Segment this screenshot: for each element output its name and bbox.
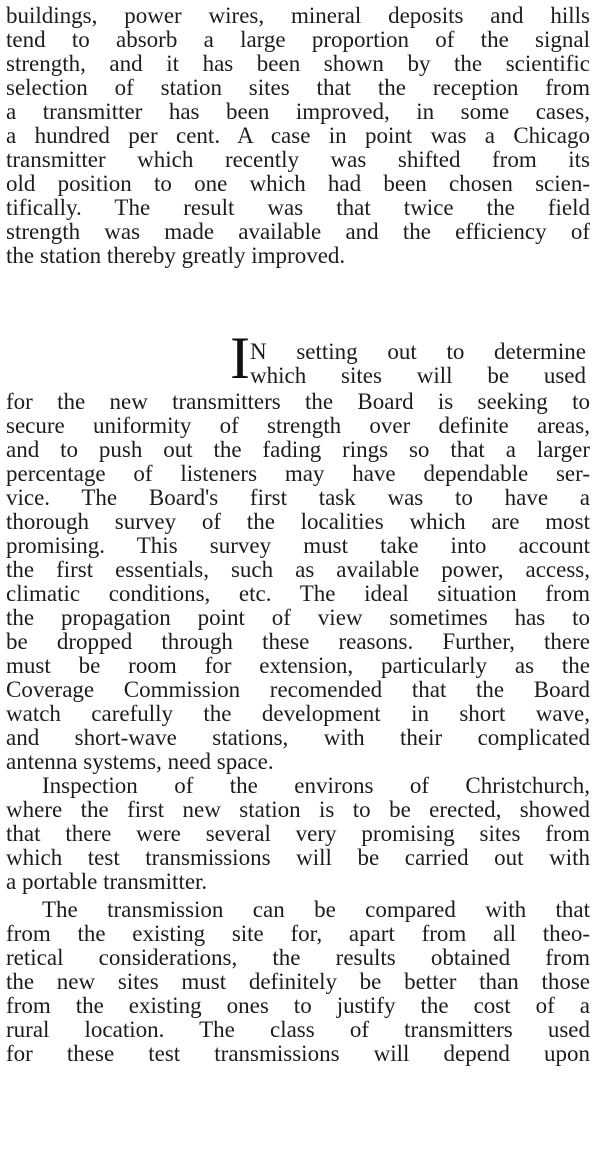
text-line: tifically. The result was that twice the field <box>6 196 590 220</box>
text-line: and short-wave stations, with their complicated <box>6 726 590 750</box>
text-line: promising. This survey must take into account <box>6 534 590 558</box>
text-line: Coverage Commission recomended that the Board <box>6 678 590 702</box>
text-line: a transmitter has been improved, in some cases, <box>6 100 590 124</box>
text-line: percentage of listeners may have dependable ser- <box>6 462 590 486</box>
text-line: buildings, power wires, mineral deposits and hills <box>6 4 590 28</box>
text-line: be dropped through these reasons. Further, there <box>6 630 590 654</box>
text-line: antenna systems, need space. <box>6 750 274 774</box>
text-line: The transmission can be compared with that <box>42 898 590 922</box>
text-line: and to push out the fading rings so that a larger <box>6 438 590 462</box>
text-line: selection of station sites that the reception from <box>6 76 590 100</box>
text-line: rural location. The class of transmitters used <box>6 1018 590 1042</box>
text-line: Inspection of the environs of Christchurch, <box>42 774 590 798</box>
text-line: from the existing ones to justify the cost of a <box>6 994 590 1018</box>
text-line: a hundred per cent. A case in point was a Chicago <box>6 124 590 148</box>
text-line: the station thereby greatly improved. <box>6 244 346 268</box>
text-line: secure uniformity of strength over definite areas, <box>6 414 590 438</box>
text-line: tend to absorb a large proportion of the signal <box>6 28 590 52</box>
text-line: where the first new station is to be erected, showed <box>6 798 590 822</box>
text-line: which sites will be used <box>250 364 586 388</box>
text-line: for the new transmitters the Board is seeking to <box>6 390 590 414</box>
text-line: thorough survey of the localities which are most <box>6 510 590 534</box>
text-line: the propagation point of view sometimes has to <box>6 606 590 630</box>
text-line: vice. The Board's first task was to have a <box>6 486 590 510</box>
text-line: strength was made available and the efficiency of <box>6 220 590 244</box>
text-line: that there were several very promising sites from <box>6 822 590 846</box>
text-line: for these test transmissions will depend upon <box>6 1042 590 1066</box>
text-line: the first essentials, such as available power, access, <box>6 558 590 582</box>
text-line: climatic conditions, etc. The ideal situation from <box>6 582 590 606</box>
text-line: retical considerations, the results obtained from <box>6 946 590 970</box>
drop-cap: I <box>230 325 250 391</box>
text-line: from the existing site for, apart from all theo- <box>6 922 590 946</box>
text-line: strength, and it has been shown by the scientific <box>6 52 590 76</box>
text-line: transmitter which recently was shifted from its <box>6 148 590 172</box>
text-line: old position to one which had been chosen scien- <box>6 172 590 196</box>
text-line: a portable transmitter. <box>6 870 208 894</box>
text-line: which test transmissions will be carried out with <box>6 846 590 870</box>
text-line: N setting out to determine <box>250 340 586 364</box>
text-line: must be room for extension, particularly as the <box>6 654 590 678</box>
text-line: watch carefully the development in short wave, <box>6 702 590 726</box>
text-line: the new sites must definitely be better than those <box>6 970 590 994</box>
